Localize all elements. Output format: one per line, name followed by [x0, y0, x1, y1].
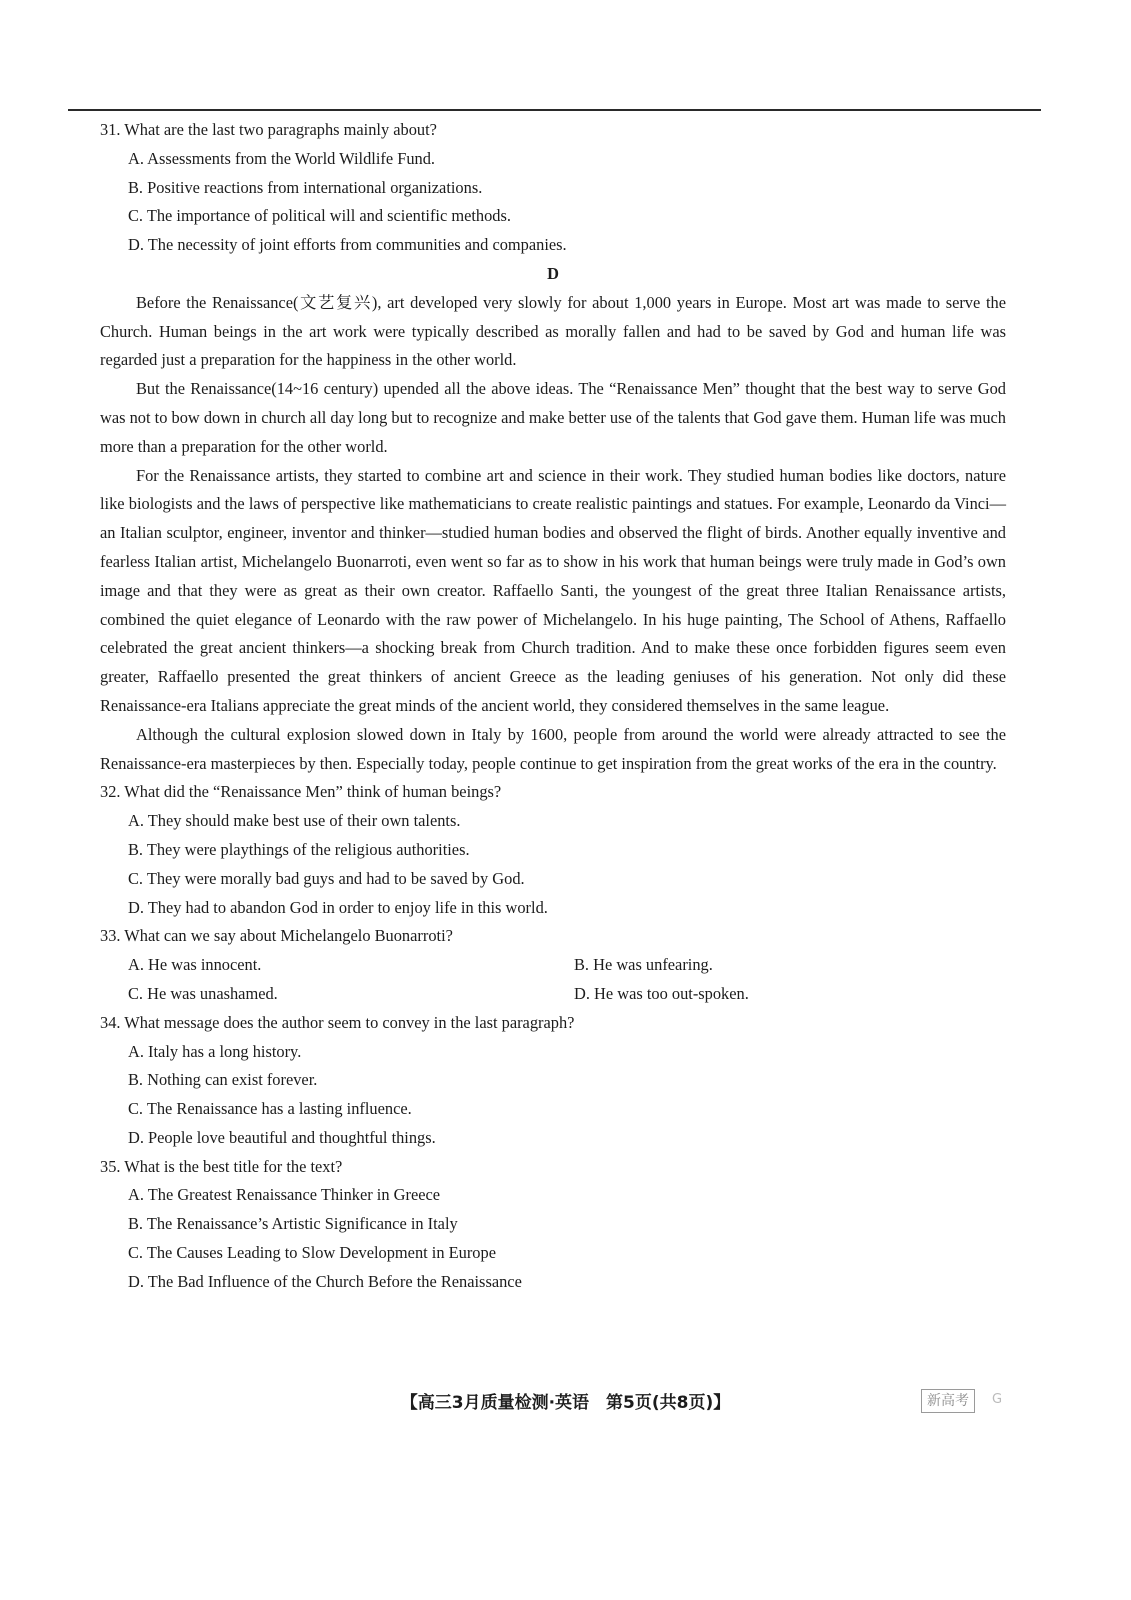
option-c: C. The Causes Leading to Slow Development in Europe — [128, 1243, 496, 1263]
passage-paragraph-2: But the Renaissance(14~16 century) upended all the above ideas. The “Renaissance Men” thought that the best way to serve God was not to bow down in church all day long but to recognize and make better use of the talents that God gave them. Human life was much more than a preparation for the other world. — [100, 379, 1006, 456]
option-a: A. The Greatest Renaissance Thinker in Greece — [128, 1185, 441, 1205]
option-c: C. The importance of political will and scientific methods. — [128, 206, 511, 226]
option-a: A. Assessments from the World Wildlife Fund. — [128, 148, 436, 168]
option-d: D. The Bad Influence of the Church Before the Renaissance — [128, 1271, 522, 1291]
question-31 — [100, 116, 1006, 260]
question-stem: 31. What are the last two paragraphs mainly about? — [100, 120, 437, 139]
logo-suffix: G — [992, 1392, 1003, 1407]
option-b: B. Positive reactions from international organizations. — [128, 177, 483, 197]
option-d: D. They had to abandon God in order to enjoy life in this world. — [128, 897, 548, 917]
option-b: B. Nothing can exist forever. — [128, 1070, 318, 1090]
option-d: D. The necessity of joint efforts from communities and companies. — [128, 235, 567, 255]
option-c: C. The Renaissance has a lasting influence. — [128, 1099, 412, 1119]
question-35 — [100, 1153, 1006, 1297]
option-b: B. He was unfearing. — [574, 955, 713, 975]
question-stem: 35. What is the best title for the text? — [100, 1156, 343, 1176]
question-stem: 33. What can we say about Michelangelo Buonarroti? — [100, 926, 453, 946]
logo-stamp: 新高考 — [921, 1389, 975, 1413]
option-d: D. He was too out-spoken. — [574, 983, 749, 1003]
option-c: C. He was unashamed. — [128, 983, 278, 1003]
question-34 — [100, 1009, 1006, 1153]
option-d: D. People love beautiful and thoughtful things. — [128, 1127, 436, 1147]
option-b: B. The Renaissance’s Artistic Significance in Italy — [128, 1214, 458, 1234]
passage-paragraph-4: Although the cultural explosion slowed down in Italy by 1600, people from around the world were already attracted to see the Renaissance-era masterpieces by then. Especially today, people continue to get inspiration from the great works of the era in the country. — [100, 724, 1006, 773]
question-32 — [100, 778, 1006, 922]
passage-paragraph-1: Before the Renaissance(文艺复兴), art developed very slowly for about 1,000 years in Europe. Most art was made to serve the Church. Human beings in the art work were typically described as morally fallen and had to be saved by God and human life was regarded just a preparation for the happiness in the other world. — [100, 292, 1006, 370]
question-stem: 34. What message does the author seem to convey in the last paragraph? — [100, 1012, 575, 1032]
question-stem: 32. What did the “Renaissance Men” think of human beings? — [100, 782, 502, 802]
top-rule — [68, 109, 1041, 111]
section-label: D — [547, 263, 559, 283]
option-a: A. He was innocent. — [128, 955, 262, 975]
reading-passage — [100, 289, 1006, 779]
page-content — [100, 116, 1006, 1297]
page-footer: 【高三3月质量检测·英语 第5页(共8页)】 — [400, 1393, 731, 1413]
option-row — [100, 951, 1006, 980]
option-b: B. They were playthings of the religious authorities. — [128, 839, 470, 859]
option-a: A. Italy has a long history. — [128, 1041, 302, 1061]
question-33 — [100, 922, 1006, 1008]
passage-paragraph-3: For the Renaissance artists, they started to combine art and science in their work. They studied human bodies like doctors, nature like biologists and the laws of perspective like mathematicians to create realistic paintings and statues. For example, Leonardo da Vinci—an Italian sculptor, engineer, inventor and thinker—studied human bodies and observed the flight of birds. Another equally inventive and fearless Italian artist, Michelangelo Buonarroti, even went so far as to show in his work that human beings were truly made in God’s own image and that they were as great as their own creator. Raffaello Santi, the youngest of the great three Italian Renaissance artists, combined the quiet elegance of Leonardo with the raw power of Michelangelo. In his huge painting, The School of Athens, Raffaello celebrated the great ancient thinkers—a shocking break from Church tradition. And to make these once forbidden figures seem even greater, Raffaello presented the great thinkers of ancient Greece as the leading geniuses of his generation. Not only did these Renaissance-era Italians appreciate the great minds of the ancient world, they considered themselves in the same league. — [100, 465, 1006, 715]
option-row — [100, 980, 1006, 1009]
option-c: C. They were morally bad guys and had to be saved by God. — [128, 868, 525, 888]
option-a: A. They should make best use of their own talents. — [128, 811, 461, 831]
